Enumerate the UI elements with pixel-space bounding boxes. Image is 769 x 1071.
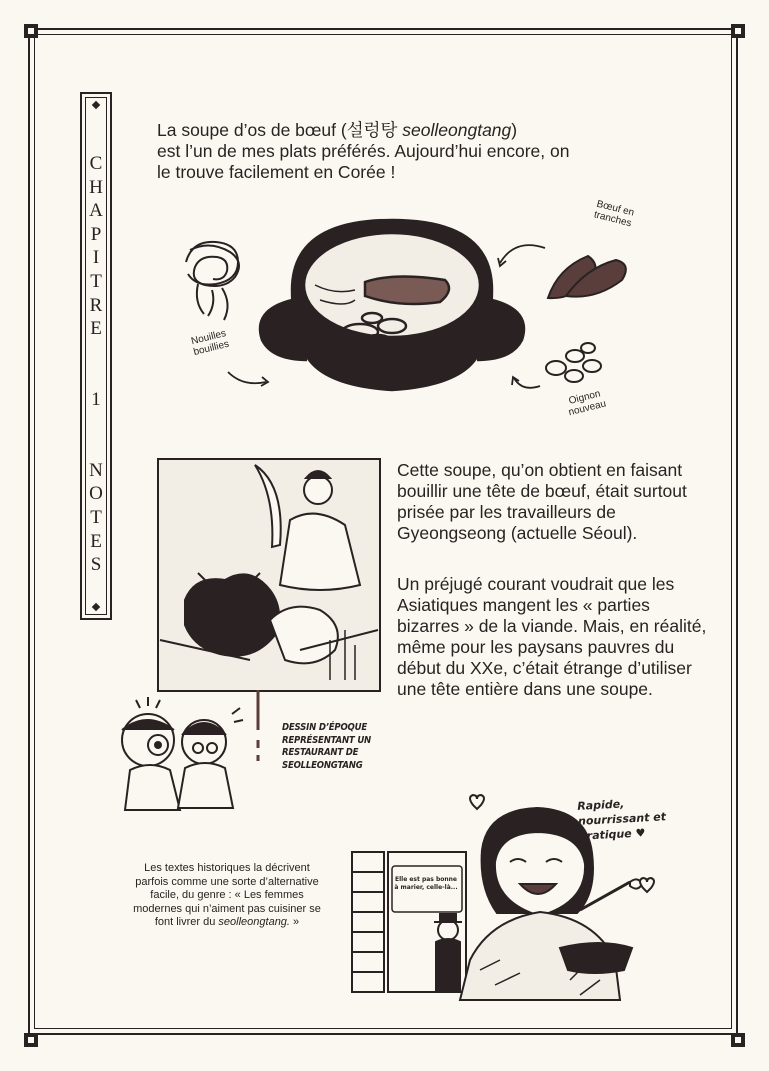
paragraph-soup-origin: Cette soupe, qu’on obtient en faisant bouillir une tête de bœuf, était surtout prisée par les travailleurs de Gyeongseong (actuelle Séoul). xyxy=(397,460,687,543)
historic-drawing xyxy=(158,459,380,761)
doorway-scene xyxy=(352,852,466,992)
historic-texts-note: Les textes historiques la décrivent parfois comme une sorte d’alternative facile, du genre : « Les femmes modernes qui n’aiment pas cuisiner se font livrer du seolleongtang. » xyxy=(133,862,321,929)
speech-text: Rapide, nourrissant et pratique ♥ xyxy=(576,797,667,843)
onion-rings-illustration xyxy=(546,343,601,382)
paragraph-prejudice: Un préjugé courant voudrait que les Asiatiques mangent les « parties bizarres » de la viande. Mais, en réalité, même pour les paysans pauvres du début du XXe, c’était étrange d’utiliser une tête entière dans une soupe. xyxy=(397,574,707,699)
door-sign-text: Elle est pas bonne à marier, celle-là... xyxy=(394,876,458,891)
onion-label: Oignon nouveau xyxy=(567,388,608,419)
noodles-illustration xyxy=(186,242,239,320)
soup-pot-illustration xyxy=(260,220,524,390)
drawing-caption: DESSIN D’ÉPOQUE REPRÉSENTANT UN RESTAURANT DE SEOLLEONGTANG xyxy=(282,722,372,771)
beef-label: Bœuf en tranches xyxy=(592,198,636,230)
intro-text: La soupe d’os de bœuf (설렁탕 seolleongtang) est l’un de mes plats préférés. Aujourd’hui encore, on le trouve facilement en Corée ! xyxy=(157,120,570,182)
beef-slices-illustration xyxy=(548,256,626,298)
chapter-label: C H A P I T R E 1 N O T E S xyxy=(89,153,103,576)
noodles-label: Nouilles bouillies xyxy=(190,328,231,359)
frightened-people-illustration xyxy=(122,697,243,810)
